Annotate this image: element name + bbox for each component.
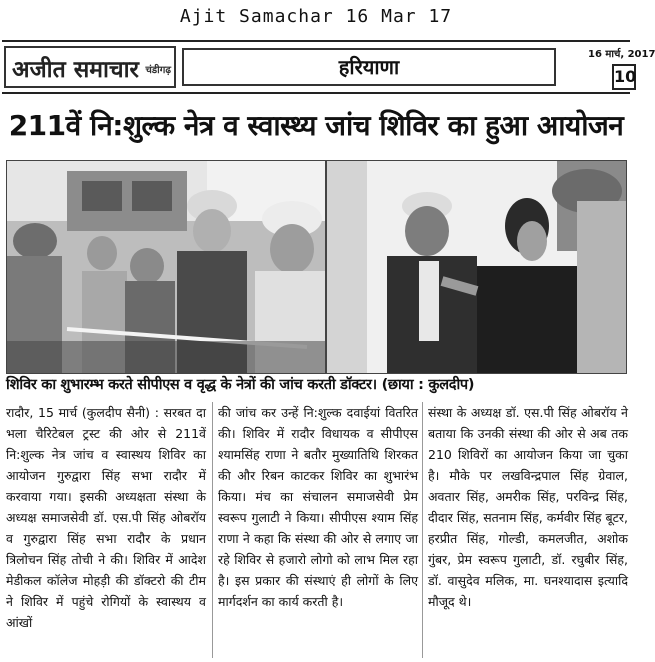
newspaper-logo [4,46,176,88]
article-column-2: की जांच कर उन्हें नि:शुल्क दवाईयां वितरित की। शिविर में रादौर विधायक व सीपीएस श्यामसिंह राणा ने बतौर मुख्यातिथि शिरकत की और रिबन काटकर शिविर का शुभारंभ किया। मंच का संचालन समाजसेवी प्रेम स्वरूप गुलाटी ने किया। सीपीएस श्याम सिंह राणा ने कहा कि संस्था की ओर से लगाए जा रहे शिविर से हजारो लोगो को लाभ मिल रहा है। इस प्रकार की संस्थाएं ही लोगों के लिए मार्गदर्शन का कार्य करती है। [218,405,418,609]
section-title: हरियाणा [338,55,400,79]
edition-city: चंडीगढ़ [145,65,171,76]
clipping-source-caption: Ajit Samachar 16 Mar 17 [179,6,453,27]
photo-caption: शिविर का शुभारम्भ करते सीपीएस व वृद्ध के नेत्रों की जांच करती डॉक्टर। (छाया : कुलदीप) [6,377,475,393]
section-banner [182,48,556,86]
column-divider [212,402,213,658]
article-headline: 211वें नि:शुल्क नेत्र व स्वास्थ्य जांच शिविर का हुआ आयोजन [8,109,624,142]
logo-text: अजीत समाचार [12,56,139,83]
photo-ribbon-cutting-image [7,161,325,373]
issue-date: 16 मार्च, 2017 [588,49,655,60]
photo-eye-checkup [326,160,627,374]
page-number: 10 [612,64,636,90]
article-column-3: संस्था के अध्यक्ष डॉ. एस.पी सिंह ओबरॉय ने बताया कि उनकी संस्था की ओर से अब तक 210 शिविरों का आयोजन किया जा चुका है। मौके पर लखविन्द्रपाल सिंह ग्रेवाल, अवतार सिंह, अमरीक सिंह, परविन्द्र सिंह, दीदार सिंह, सतनाम सिंह, कर्मवीर सिंह बूटर, हरप्रीत सिंह, गोल्डी, कमलजीत, अशोक गुंबर, प्रेम स्वरूप गुलाटी, डॉ. रघुबीर सिंह, डॉ. वासुदेव मलिक, मा. घनश्यादास इत्यादि मौजूद थे। [428,405,628,609]
masthead [2,40,655,94]
article-column-1: रादौर, 15 मार्च (कुलदीप सैनी) : सरबत दा भला चैरिटेबल ट्रस्ट की ओर से 211वें नि:शुल्क नेत्र जांच व स्वास्थय शिविर का आयोजन गुरुद्वारा सिंह सभा रादौर में करवाया गया। इसकी अध्यक्षता संस्था के अध्यक्ष समाजसेवी डॉ. एस.पी सिंह ओबरॉय व गुरुद्वारा सिंह सभा रादौर के प्रधान त्रिलोचन सिंह तोची ने की। शिविर में आदेश मेडीकल कॉलेज मोहड़ी की डॉक्टरो की टीम ने शिविर में पहुंचे रोगियों के स्वास्थय व आंखों [6,405,206,630]
photo-ribbon-cutting [6,160,326,374]
column-divider [422,402,423,658]
photo-eye-checkup-image [327,161,626,373]
